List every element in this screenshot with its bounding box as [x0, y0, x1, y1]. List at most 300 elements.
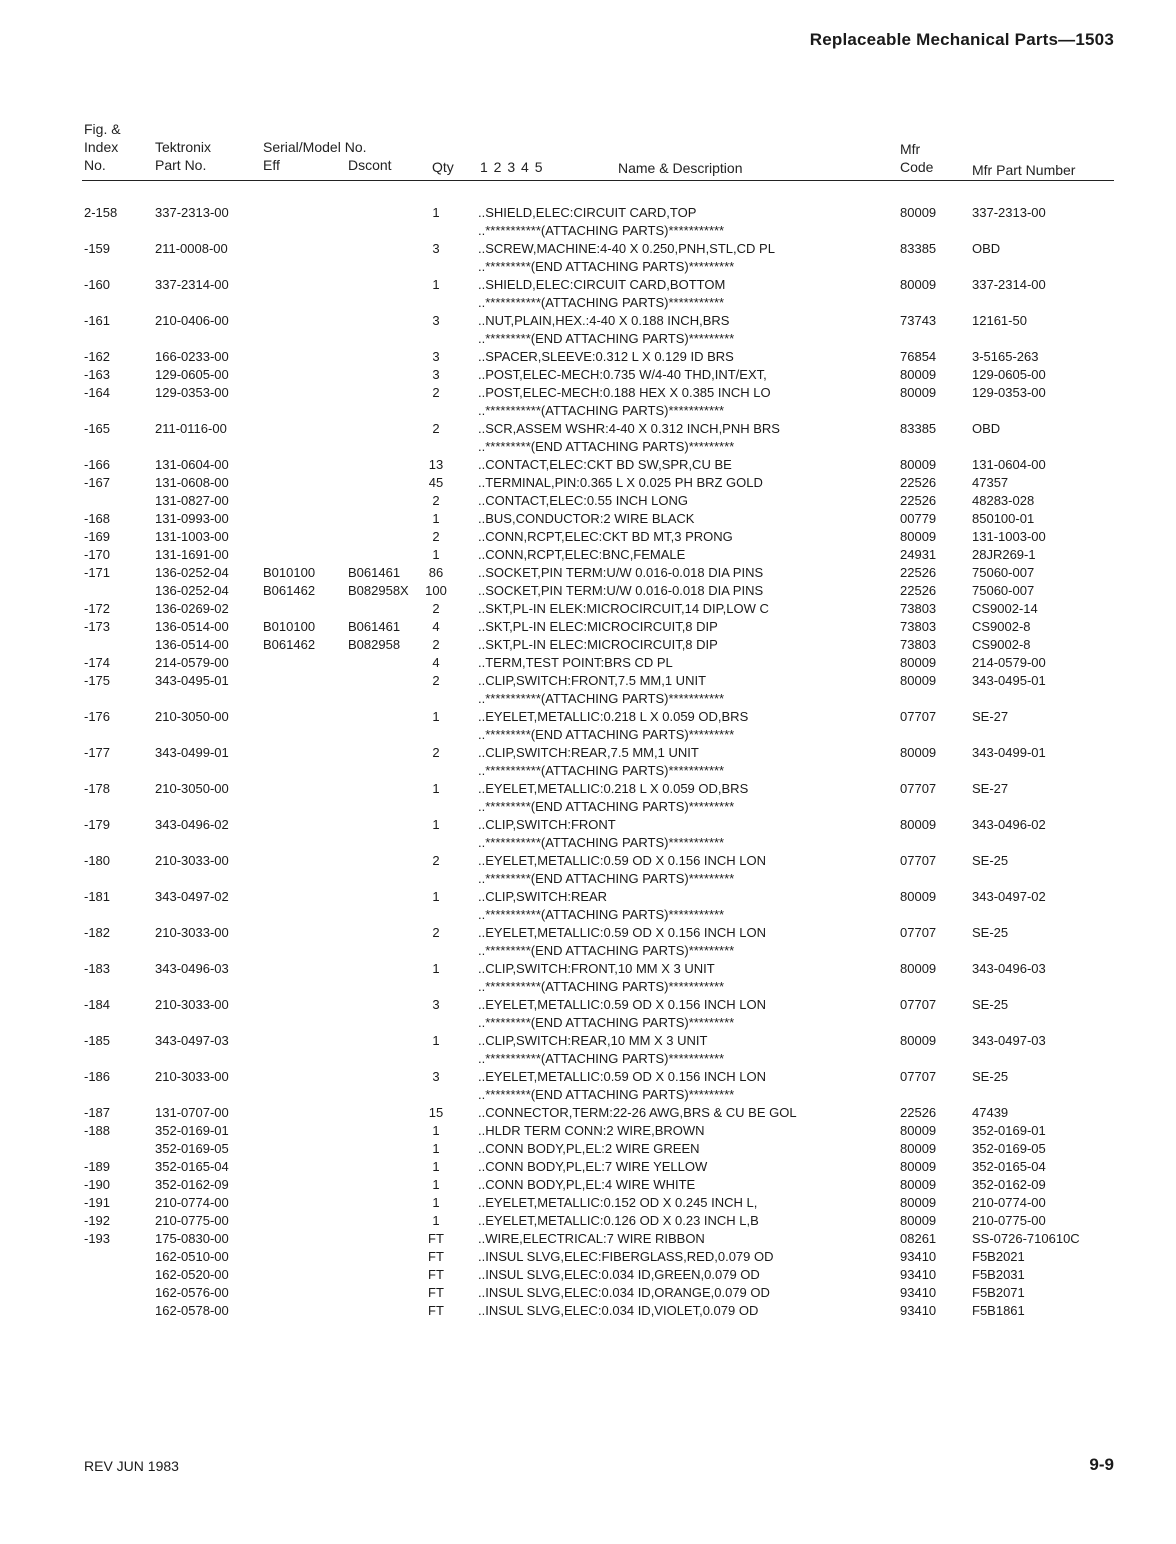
- qty-cell: FT: [428, 1285, 444, 1300]
- mfr-code-cell: 80009: [900, 457, 937, 472]
- index-cell: -178: [84, 781, 111, 796]
- index-cell: -159: [84, 241, 111, 256]
- description-cell: ..POST,ELEC-MECH:0.188 HEX X 0.385 INCH LO: [478, 385, 771, 400]
- table-row: [0, 384, 1176, 402]
- mfr-code-cell: 24931: [900, 547, 937, 562]
- mfr-part-number-cell: 210-0774-00: [972, 1195, 1046, 1210]
- description-cell: ..*********(END ATTACHING PARTS)*********: [478, 259, 735, 274]
- description-cell: ..CONTACT,ELEC:CKT BD SW,SPR,CU BE: [478, 457, 732, 472]
- qty-cell: 100: [425, 583, 447, 598]
- description-cell: ..HLDR TERM CONN:2 WIRE,BROWN: [478, 1123, 705, 1138]
- mfr-part-number-cell: 343-0497-02: [972, 889, 1046, 904]
- table-row: [0, 1302, 1176, 1320]
- table-row: [0, 816, 1176, 834]
- description-cell: ..INSUL SLVG,ELEC:FIBERGLASS,RED,0.079 OD: [478, 1249, 774, 1264]
- description-cell: ..***********(ATTACHING PARTS)***********: [478, 1051, 725, 1066]
- mfr-part-number-cell: F5B1861: [972, 1303, 1025, 1318]
- qty-cell: 3: [432, 1069, 440, 1084]
- mfr-part-number-cell: CS9002-8: [972, 637, 1031, 652]
- serial-eff-cell: B061462: [263, 637, 316, 652]
- mfr-part-number-cell: SE-25: [972, 997, 1009, 1012]
- table-row: [0, 402, 1176, 420]
- part-number-cell: 210-3050-00: [155, 781, 229, 796]
- mfr-code-cell: 80009: [900, 385, 937, 400]
- description-cell: ..CLIP,SWITCH:FRONT: [478, 817, 616, 832]
- part-number-cell: 352-0169-01: [155, 1123, 229, 1138]
- table-row: [0, 258, 1176, 276]
- table-row: [0, 744, 1176, 762]
- description-cell: ..EYELET,METALLIC:0.59 OD X 0.156 INCH LON: [478, 1069, 767, 1084]
- part-number-cell: 210-3033-00: [155, 997, 229, 1012]
- mfr-part-number-cell: 75060-007: [972, 565, 1035, 580]
- table-row: [0, 348, 1176, 366]
- col-mfr-header: [900, 140, 933, 176]
- serial-dscont-cell: B061461: [348, 619, 401, 634]
- table-row: [0, 924, 1176, 942]
- mfr-code-cell: 80009: [900, 205, 937, 220]
- part-number-cell: 131-0827-00: [155, 493, 229, 508]
- description-cell: ..CONN BODY,PL,EL:7 WIRE YELLOW: [478, 1159, 708, 1174]
- qty-cell: FT: [428, 1231, 444, 1246]
- mfr-code-cell: 00779: [900, 511, 937, 526]
- part-number-cell: 343-0496-03: [155, 961, 229, 976]
- mfr-part-number-cell: 343-0496-02: [972, 817, 1046, 832]
- mfr-code-cell: 80009: [900, 1033, 937, 1048]
- index-cell: -183: [84, 961, 111, 976]
- table-row: [0, 1212, 1176, 1230]
- index-cell: -162: [84, 349, 111, 364]
- qty-cell: 2: [432, 673, 440, 688]
- qty-cell: 45: [428, 475, 444, 490]
- description-cell: ..SHIELD,ELEC:CIRCUIT CARD,TOP: [478, 205, 697, 220]
- col-qty-header: Qty: [432, 159, 454, 175]
- mfr-part-number-cell: OBD: [972, 421, 1001, 436]
- table-row: [0, 1050, 1176, 1068]
- description-cell: ..*********(END ATTACHING PARTS)*********: [478, 871, 735, 886]
- serial-eff-cell: B061462: [263, 583, 316, 598]
- table-row: [0, 978, 1176, 996]
- table-row: [0, 708, 1176, 726]
- table-row: [0, 834, 1176, 852]
- qty-cell: 1: [432, 1123, 440, 1138]
- col-levels-header: 1 2 3 4 5: [480, 159, 544, 175]
- qty-cell: 1: [432, 1213, 440, 1228]
- mfr-code-cell: 93410: [900, 1303, 937, 1318]
- mfr-part-number-cell: 210-0775-00: [972, 1213, 1046, 1228]
- description-cell: ..***********(ATTACHING PARTS)***********: [478, 979, 725, 994]
- description-cell: ..***********(ATTACHING PARTS)***********: [478, 691, 725, 706]
- table-row: [0, 474, 1176, 492]
- index-cell: -167: [84, 475, 111, 490]
- qty-cell: 15: [428, 1105, 444, 1120]
- table-row: [0, 654, 1176, 672]
- table-row: [0, 582, 1176, 600]
- index-cell: -188: [84, 1123, 111, 1138]
- qty-cell: 1: [432, 277, 440, 292]
- mfr-part-number-cell: F5B2071: [972, 1285, 1025, 1300]
- index-cell: -169: [84, 529, 111, 544]
- index-cell: -166: [84, 457, 111, 472]
- description-cell: ..SCR,ASSEM WSHR:4-40 X 0.312 INCH,PNH BRS: [478, 421, 780, 436]
- table-row: [0, 906, 1176, 924]
- qty-cell: 1: [432, 1195, 440, 1210]
- table-row: [0, 1140, 1176, 1158]
- description-cell: ..*********(END ATTACHING PARTS)*********: [478, 1015, 735, 1030]
- mfr-part-number-cell: 352-0165-04: [972, 1159, 1046, 1174]
- index-cell: -181: [84, 889, 111, 904]
- qty-cell: 13: [428, 457, 444, 472]
- part-number-cell: 162-0578-00: [155, 1303, 229, 1318]
- index-cell: -172: [84, 601, 111, 616]
- index-cell: -160: [84, 277, 111, 292]
- mfr-part-number-cell: 337-2313-00: [972, 205, 1046, 220]
- table-row: [0, 960, 1176, 978]
- table-row: [0, 330, 1176, 348]
- description-cell: ..INSUL SLVG,ELEC:0.034 ID,ORANGE,0.079 OD: [478, 1285, 770, 1300]
- description-cell: ..CLIP,SWITCH:REAR: [478, 889, 608, 904]
- table-row: [0, 1122, 1176, 1140]
- description-cell: ..*********(END ATTACHING PARTS)*********: [478, 943, 735, 958]
- description-cell: ..SKT,PL-IN ELEC:MICROCIRCUIT,8 DIP: [478, 619, 718, 634]
- description-cell: ..CONN BODY,PL,EL:4 WIRE WHITE: [478, 1177, 696, 1192]
- col-index-header: [84, 120, 121, 174]
- index-cell: -193: [84, 1231, 111, 1246]
- mfr-part-number-cell: 3-5165-263: [972, 349, 1039, 364]
- col-part-header: [155, 138, 211, 174]
- mfr-part-number-cell: SE-25: [972, 1069, 1009, 1084]
- mfr-code-cell: 07707: [900, 1069, 937, 1084]
- index-cell: -168: [84, 511, 111, 526]
- mfr-part-number-cell: 337-2314-00: [972, 277, 1046, 292]
- index-cell: -161: [84, 313, 111, 328]
- serial-dscont-cell: B082958: [348, 637, 401, 652]
- table-row: [0, 1248, 1176, 1266]
- table-row: [0, 1266, 1176, 1284]
- description-cell: ..***********(ATTACHING PARTS)***********: [478, 907, 725, 922]
- index-cell: -186: [84, 1069, 111, 1084]
- mfr-part-number-cell: 131-0604-00: [972, 457, 1046, 472]
- table-row: [0, 690, 1176, 708]
- index-cell: 2-158: [84, 205, 118, 220]
- table-row: [0, 1194, 1176, 1212]
- table-row: [0, 888, 1176, 906]
- description-cell: ..CONNECTOR,TERM:22-26 AWG,BRS & CU BE GOL: [478, 1105, 797, 1120]
- description-cell: ..SHIELD,ELEC:CIRCUIT CARD,BOTTOM: [478, 277, 726, 292]
- mfr-code-cell: 80009: [900, 889, 937, 904]
- mfr-part-number-cell: 343-0499-01: [972, 745, 1046, 760]
- part-number-cell: 352-0165-04: [155, 1159, 229, 1174]
- serial-dscont-cell: B082958X: [348, 583, 409, 598]
- description-cell: ..CONN,RCPT,ELEC:BNC,FEMALE: [478, 547, 686, 562]
- part-number-cell: 211-0008-00: [155, 241, 228, 256]
- mfr-code-cell: 08261: [900, 1231, 937, 1246]
- mfr-part-number-cell: 352-0162-09: [972, 1177, 1046, 1192]
- description-cell: ..BUS,CONDUCTOR:2 WIRE BLACK: [478, 511, 695, 526]
- col-part-line-2: Part No.: [155, 157, 207, 173]
- qty-cell: 86: [428, 565, 444, 580]
- part-number-cell: 131-1003-00: [155, 529, 229, 544]
- part-number-cell: 337-2314-00: [155, 277, 229, 292]
- table-row: [0, 1284, 1176, 1302]
- description-cell: ..NUT,PLAIN,HEX.:4-40 X 0.188 INCH,BRS: [478, 313, 730, 328]
- part-number-cell: 210-3033-00: [155, 1069, 229, 1084]
- table-row: [0, 312, 1176, 330]
- table-row: [0, 852, 1176, 870]
- col-mfr-line-1: Mfr: [900, 141, 921, 157]
- mfr-part-number-cell: 214-0579-00: [972, 655, 1046, 670]
- col-mpn-header: Mfr Part Number: [972, 162, 1076, 178]
- table-row: [0, 546, 1176, 564]
- mfr-code-cell: 22526: [900, 565, 937, 580]
- table-row: [0, 1158, 1176, 1176]
- mfr-part-number-cell: 352-0169-05: [972, 1141, 1046, 1156]
- mfr-part-number-cell: SS-0726-710610C: [972, 1231, 1080, 1246]
- index-cell: -177: [84, 745, 111, 760]
- mfr-code-cell: 80009: [900, 277, 937, 292]
- qty-cell: 1: [432, 961, 440, 976]
- table-row: [0, 672, 1176, 690]
- qty-cell: 2: [432, 385, 440, 400]
- mfr-part-number-cell: 129-0353-00: [972, 385, 1046, 400]
- qty-cell: 1: [432, 1177, 440, 1192]
- mfr-code-cell: 80009: [900, 673, 937, 688]
- qty-cell: 3: [432, 997, 440, 1012]
- part-number-cell: 352-0169-05: [155, 1141, 229, 1156]
- description-cell: ..INSUL SLVG,ELEC:0.034 ID,VIOLET,0.079 OD: [478, 1303, 759, 1318]
- qty-cell: 3: [432, 367, 440, 382]
- col-part-line-1: Tektronix: [155, 139, 212, 155]
- col-index-line-1: Fig. &: [84, 121, 121, 137]
- qty-cell: 3: [432, 313, 440, 328]
- mfr-code-cell: 73803: [900, 601, 937, 616]
- table-row: [0, 510, 1176, 528]
- description-cell: ..EYELET,METALLIC:0.218 L X 0.059 OD,BRS: [478, 709, 749, 724]
- index-cell: -163: [84, 367, 111, 382]
- part-number-cell: 214-0579-00: [155, 655, 229, 670]
- mfr-part-number-cell: F5B2021: [972, 1249, 1025, 1264]
- serial-eff-cell: B010100: [263, 619, 316, 634]
- table-row: [0, 1068, 1176, 1086]
- description-cell: ..*********(END ATTACHING PARTS)*********: [478, 727, 735, 742]
- description-cell: ..CONN BODY,PL,EL:2 WIRE GREEN: [478, 1141, 700, 1156]
- parts-table: [0, 204, 1176, 1320]
- qty-cell: 1: [432, 205, 440, 220]
- description-cell: ..*********(END ATTACHING PARTS)*********: [478, 439, 735, 454]
- table-row: [0, 870, 1176, 888]
- page-number: 9-9: [1089, 1455, 1114, 1474]
- mfr-code-cell: 07707: [900, 781, 937, 796]
- mfr-code-cell: 73803: [900, 619, 937, 634]
- mfr-code-cell: 73803: [900, 637, 937, 652]
- table-row: [0, 276, 1176, 294]
- revision-date: REV JUN 1983: [84, 1458, 179, 1474]
- mfr-code-cell: 22526: [900, 583, 937, 598]
- part-number-cell: 136-0252-04: [155, 565, 229, 580]
- description-cell: ..***********(ATTACHING PARTS)***********: [478, 763, 725, 778]
- table-row: [0, 942, 1176, 960]
- description-cell: ..CLIP,SWITCH:FRONT,10 MM X 3 UNIT: [478, 961, 715, 976]
- table-row: [0, 204, 1176, 222]
- mfr-code-cell: 07707: [900, 925, 937, 940]
- description-cell: ..SOCKET,PIN TERM:U/W 0.016-0.018 DIA PINS: [478, 583, 764, 598]
- index-cell: -187: [84, 1105, 111, 1120]
- qty-cell: 2: [432, 601, 440, 616]
- mfr-part-number-cell: 47357: [972, 475, 1009, 490]
- table-row: [0, 762, 1176, 780]
- mfr-part-number-cell: 129-0605-00: [972, 367, 1046, 382]
- mfr-code-cell: 80009: [900, 1195, 937, 1210]
- mfr-code-cell: 07707: [900, 853, 937, 868]
- index-cell: -176: [84, 709, 111, 724]
- part-number-cell: 343-0495-01: [155, 673, 229, 688]
- description-cell: ..CLIP,SWITCH:FRONT,7.5 MM,1 UNIT: [478, 673, 707, 688]
- part-number-cell: 162-0576-00: [155, 1285, 229, 1300]
- table-row: [0, 636, 1176, 654]
- description-cell: ..SOCKET,PIN TERM:U/W 0.016-0.018 DIA PINS: [478, 565, 764, 580]
- qty-cell: 2: [432, 637, 440, 652]
- mfr-part-number-cell: OBD: [972, 241, 1001, 256]
- col-mfr-line-2: Code: [900, 159, 934, 175]
- table-row: [0, 240, 1176, 258]
- description-cell: ..EYELET,METALLIC:0.152 OD X 0.245 INCH L,: [478, 1195, 758, 1210]
- mfr-code-cell: 83385: [900, 421, 937, 436]
- qty-cell: 3: [432, 349, 440, 364]
- mfr-part-number-cell: SE-25: [972, 925, 1009, 940]
- part-number-cell: 210-0774-00: [155, 1195, 229, 1210]
- mfr-code-cell: 83385: [900, 241, 937, 256]
- mfr-part-number-cell: 343-0496-03: [972, 961, 1046, 976]
- table-row: [0, 1086, 1176, 1104]
- serial-eff-cell: B010100: [263, 565, 316, 580]
- mfr-part-number-cell: 131-1003-00: [972, 529, 1046, 544]
- qty-cell: 1: [432, 709, 440, 724]
- description-cell: ..*********(END ATTACHING PARTS)*********: [478, 331, 735, 346]
- table-row: [0, 1104, 1176, 1122]
- col-name-header: Name & Description: [618, 160, 743, 176]
- mfr-code-cell: 80009: [900, 1141, 937, 1156]
- mfr-code-cell: 07707: [900, 709, 937, 724]
- index-cell: -190: [84, 1177, 111, 1192]
- description-cell: ..TERMINAL,PIN:0.365 L X 0.025 PH BRZ GOLD: [478, 475, 763, 490]
- description-cell: ..*********(END ATTACHING PARTS)*********: [478, 799, 735, 814]
- mfr-part-number-cell: 47439: [972, 1105, 1009, 1120]
- mfr-part-number-cell: 343-0497-03: [972, 1033, 1046, 1048]
- table-row: [0, 564, 1176, 582]
- index-cell: -165: [84, 421, 111, 436]
- table-row: [0, 438, 1176, 456]
- mfr-part-number-cell: SE-25: [972, 853, 1009, 868]
- table-row: [0, 1014, 1176, 1032]
- part-number-cell: 343-0497-02: [155, 889, 229, 904]
- part-number-cell: 210-3033-00: [155, 925, 229, 940]
- table-row: [0, 726, 1176, 744]
- part-number-cell: 343-0497-03: [155, 1033, 229, 1048]
- table-row: [0, 1176, 1176, 1194]
- part-number-cell: 131-0707-00: [155, 1105, 229, 1120]
- mfr-code-cell: 76854: [900, 349, 937, 364]
- table-row: [0, 618, 1176, 636]
- part-number-cell: 131-1691-00: [155, 547, 229, 562]
- qty-cell: 1: [432, 1033, 440, 1048]
- table-row: [0, 366, 1176, 384]
- part-number-cell: 136-0514-00: [155, 619, 229, 634]
- mfr-part-number-cell: 352-0169-01: [972, 1123, 1046, 1138]
- header-rule: [82, 180, 1114, 181]
- mfr-part-number-cell: 12161-50: [972, 313, 1027, 328]
- qty-cell: 1: [432, 817, 440, 832]
- description-cell: ..***********(ATTACHING PARTS)***********: [478, 835, 725, 850]
- description-cell: ..INSUL SLVG,ELEC:0.034 ID,GREEN,0.079 OD: [478, 1267, 760, 1282]
- table-row: [0, 420, 1176, 438]
- description-cell: ..EYELET,METALLIC:0.126 OD X 0.23 INCH L,B: [478, 1213, 759, 1228]
- description-cell: ..SPACER,SLEEVE:0.312 L X 0.129 ID BRS: [478, 349, 734, 364]
- description-cell: ..*********(END ATTACHING PARTS)*********: [478, 1087, 735, 1102]
- qty-cell: 2: [432, 853, 440, 868]
- description-cell: ..EYELET,METALLIC:0.59 OD X 0.156 INCH LON: [478, 853, 767, 868]
- part-number-cell: 343-0496-02: [155, 817, 229, 832]
- mfr-part-number-cell: CS9002-8: [972, 619, 1031, 634]
- description-cell: ..TERM,TEST POINT:BRS CD PL: [478, 655, 673, 670]
- mfr-part-number-cell: 28JR269-1: [972, 547, 1036, 562]
- mfr-code-cell: 80009: [900, 817, 937, 832]
- mfr-code-cell: 80009: [900, 1123, 937, 1138]
- index-cell: -185: [84, 1033, 111, 1048]
- part-number-cell: 131-0604-00: [155, 457, 229, 472]
- mfr-part-number-cell: 850100-01: [972, 511, 1035, 526]
- part-number-cell: 136-0269-02: [155, 601, 229, 616]
- mfr-code-cell: 93410: [900, 1285, 937, 1300]
- index-cell: -175: [84, 673, 111, 688]
- index-cell: -171: [84, 565, 111, 580]
- qty-cell: FT: [428, 1267, 444, 1282]
- qty-cell: 4: [432, 655, 440, 670]
- mfr-part-number-cell: SE-27: [972, 709, 1009, 724]
- mfr-code-cell: 93410: [900, 1267, 937, 1282]
- qty-cell: 1: [432, 1159, 440, 1174]
- description-cell: ..WIRE,ELECTRICAL:7 WIRE RIBBON: [478, 1231, 705, 1246]
- table-row: [0, 780, 1176, 798]
- description-cell: ..EYELET,METALLIC:0.59 OD X 0.156 INCH LON: [478, 925, 767, 940]
- mfr-code-cell: 80009: [900, 367, 937, 382]
- part-number-cell: 343-0499-01: [155, 745, 229, 760]
- mfr-part-number-cell: SE-27: [972, 781, 1009, 796]
- col-dscont-header: Dscont: [348, 157, 392, 173]
- part-number-cell: 131-0608-00: [155, 475, 229, 490]
- part-number-cell: 337-2313-00: [155, 205, 229, 220]
- index-cell: -182: [84, 925, 111, 940]
- part-number-cell: 210-3050-00: [155, 709, 229, 724]
- table-row: [0, 600, 1176, 618]
- table-row: [0, 996, 1176, 1014]
- serial-dscont-cell: B061461: [348, 565, 401, 580]
- mfr-code-cell: 07707: [900, 997, 937, 1012]
- index-cell: -179: [84, 817, 111, 832]
- index-cell: -184: [84, 997, 111, 1012]
- mfr-part-number-cell: 343-0495-01: [972, 673, 1046, 688]
- mfr-code-cell: 73743: [900, 313, 937, 328]
- mfr-code-cell: 80009: [900, 655, 937, 670]
- mfr-code-cell: 22526: [900, 493, 937, 508]
- mfr-code-cell: 93410: [900, 1249, 937, 1264]
- table-row: [0, 798, 1176, 816]
- qty-cell: 2: [432, 493, 440, 508]
- description-cell: ..CLIP,SWITCH:REAR,10 MM X 3 UNIT: [478, 1033, 708, 1048]
- mfr-code-cell: 80009: [900, 961, 937, 976]
- description-cell: ..EYELET,METALLIC:0.59 OD X 0.156 INCH LON: [478, 997, 767, 1012]
- index-cell: -164: [84, 385, 111, 400]
- mfr-code-cell: 22526: [900, 475, 937, 490]
- col-eff-header: Eff: [263, 157, 280, 173]
